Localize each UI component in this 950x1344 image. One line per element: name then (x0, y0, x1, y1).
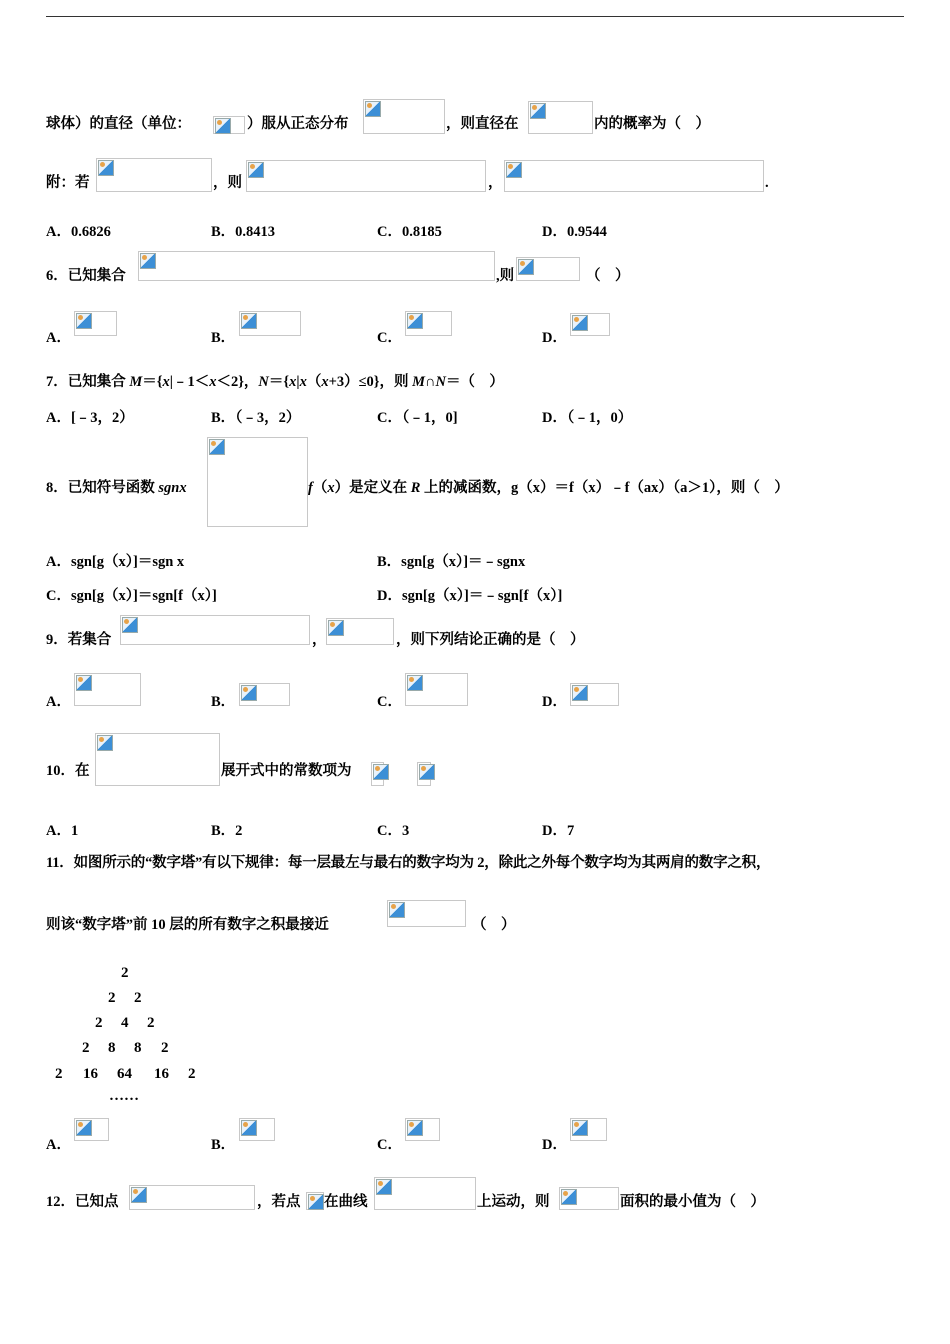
tower-number: 64 (117, 1066, 132, 1082)
q8-var: sgnx (158, 480, 187, 496)
q12-text: 12．已知点 (46, 1194, 119, 1210)
q5-text: ）服从正态分布 (247, 116, 349, 132)
option-b[interactable]: B． (211, 694, 236, 710)
tower-number: 2 (121, 965, 129, 981)
tower-number: 2 (188, 1066, 196, 1082)
formula-image (239, 1118, 275, 1141)
tower-number: 16 (154, 1066, 169, 1082)
header-rule (46, 16, 904, 17)
tower-number: 2 (95, 1015, 103, 1031)
option-a[interactable]: A．sgn[g（x）]＝sgn x (46, 554, 185, 570)
option-b[interactable]: B． (211, 330, 236, 346)
q5-text: 球体）的直径（单位： (46, 116, 191, 132)
q11-text: 则该“数字塔”前 10 层的所有数字之积最接近 (46, 917, 329, 933)
q8-var: x (327, 480, 335, 496)
formula-image (405, 673, 468, 706)
formula-image (504, 160, 764, 192)
formula-image (570, 1118, 607, 1141)
option-d[interactable]: D．0.9544 (542, 224, 607, 240)
q7-text: ＜2}， (216, 374, 259, 390)
option-d[interactable]: D．sgn[g（x）]＝﹣sgn[f（x）] (377, 588, 563, 604)
formula-image (96, 158, 212, 192)
option-d[interactable]: D．7 (542, 823, 575, 839)
q11-text: （ ） (472, 917, 516, 933)
q7-text: ＝{ (142, 374, 163, 390)
formula-image (417, 762, 431, 786)
option-b[interactable]: B．2 (211, 823, 243, 839)
formula-image (207, 437, 308, 527)
formula-image (138, 251, 495, 281)
q5-text: ， (488, 175, 503, 191)
tower-number: 4 (121, 1015, 129, 1031)
q6-text: 6．已知集合 (46, 268, 126, 284)
q7-text: +3）≤0}，则 (328, 374, 413, 390)
formula-image (528, 101, 593, 134)
q7-var: x (299, 374, 307, 390)
formula-image (516, 257, 580, 281)
q12-text: 面积的最小值为（ ） (620, 1194, 765, 1210)
formula-image (95, 733, 220, 786)
q9-text: 9．若集合 (46, 632, 112, 648)
option-c[interactable]: C．sgn[g（x）]＝sgn[f（x）] (46, 588, 217, 604)
q12-text: 上运动，则 (477, 1194, 550, 1210)
q5-text: 内的概率为（ ） (594, 116, 710, 132)
option-c[interactable]: C．0.8185 (377, 224, 442, 240)
option-b[interactable]: B． (211, 1137, 236, 1153)
formula-image (363, 99, 445, 134)
formula-image (306, 1192, 324, 1210)
q5-text: ，则直径在 (446, 116, 519, 132)
option-c[interactable]: C． (377, 330, 402, 346)
q5-line1 (46, 114, 191, 134)
q8-text: g（x）＝f（x）﹣f（ax）（a＞1），则（ ） (511, 480, 789, 496)
option-c[interactable]: C． (377, 1137, 402, 1153)
tower-number: 2 (82, 1040, 90, 1056)
q10-text: 展开式中的常数项为 (221, 763, 352, 779)
option-c[interactable]: C． (377, 694, 402, 710)
formula-image (74, 311, 117, 336)
option-a[interactable]: A． (46, 694, 71, 710)
formula-image (374, 1177, 476, 1210)
formula-image (74, 1118, 109, 1141)
formula-image (405, 311, 452, 336)
q6-text: （ ） (586, 268, 630, 284)
option-a[interactable]: A．[﹣3，2） (46, 410, 134, 426)
formula-image (213, 116, 245, 134)
tower-number: 2 (55, 1066, 63, 1082)
tower-number: 8 (134, 1040, 142, 1056)
option-a[interactable]: A． (46, 1137, 71, 1153)
q11-text: 11．如图所示的“数字塔”有以下规律：每一层最左与最右的数字均为 2，除此之外每个数字均为其两肩的数字之积， (46, 855, 771, 871)
option-c[interactable]: C．（﹣1，0] (377, 410, 458, 426)
tower-number: 2 (134, 990, 142, 1006)
q7-var: x (289, 374, 297, 390)
q12-text: 在曲线 (324, 1194, 368, 1210)
q12-text: ，若点 (257, 1194, 301, 1210)
q7-text: ＝（ ） (445, 374, 504, 390)
q7-var: N (258, 374, 269, 390)
formula-image (387, 900, 466, 927)
q9-text: ， (312, 632, 327, 648)
tower-ellipsis: …… (109, 1088, 139, 1104)
option-d[interactable]: D． (542, 694, 567, 710)
formula-image (129, 1185, 255, 1210)
q8-text: 上的减函数， (420, 480, 512, 496)
option-d[interactable]: D． (542, 330, 567, 346)
q8-text: 8．已知符号函数 (46, 480, 159, 496)
formula-image (120, 615, 310, 645)
q7-text: （ (306, 374, 322, 390)
q7-text: |﹣1＜ (169, 374, 210, 390)
formula-image (326, 618, 394, 645)
option-a[interactable]: A． (46, 330, 71, 346)
tower-number: 2 (147, 1015, 155, 1031)
option-d[interactable]: D． (542, 1137, 567, 1153)
q8-text (308, 478, 789, 498)
q7-text: 7．已知集合 (46, 374, 130, 390)
option-c[interactable]: C．3 (377, 823, 410, 839)
tower-number: 2 (108, 990, 116, 1006)
formula-image (371, 762, 384, 786)
q7-var: M∩N (412, 374, 446, 390)
option-b[interactable]: B．（﹣3，2） (211, 410, 301, 426)
option-b[interactable]: B．0.8413 (211, 224, 276, 240)
q5-text: . (765, 175, 769, 191)
tower-number: 16 (83, 1066, 98, 1082)
option-d[interactable]: D．（﹣1，0） (542, 410, 633, 426)
q10-text: 10．在 (46, 763, 90, 779)
q7-text: | (296, 374, 300, 390)
q7-var: x (209, 374, 217, 390)
formula-image (239, 683, 290, 706)
q7-var: x (321, 374, 329, 390)
tower-number: 2 (161, 1040, 169, 1056)
formula-image (570, 313, 610, 336)
q8-text: （ (312, 480, 328, 496)
formula-image (239, 311, 301, 336)
formula-image (570, 683, 619, 706)
q6-text: ,则 (496, 268, 515, 284)
q7-var: M (129, 374, 143, 390)
formula-image (246, 160, 486, 192)
option-b[interactable]: B．sgn[g（x）]＝﹣sgnx (377, 554, 526, 570)
q7-text: ＝{ (268, 374, 290, 390)
q9-text: ，则下列结论正确的是（ ） (396, 632, 585, 648)
formula-image (405, 1118, 440, 1141)
q5-text: ，则 (213, 175, 242, 191)
q8-text: ）是定义在 (334, 480, 411, 496)
q5-text: 附：若 (46, 175, 90, 191)
option-a[interactable]: A．1 (46, 823, 79, 839)
q8-text (46, 478, 187, 498)
tower-number: 8 (108, 1040, 116, 1056)
q8-var: f (308, 480, 313, 496)
option-a[interactable]: A．0.6826 (46, 224, 111, 240)
q8-var: R (410, 480, 421, 496)
q7-text (46, 372, 504, 392)
formula-image (559, 1187, 619, 1210)
formula-image (74, 673, 141, 706)
q7-var: x (162, 374, 170, 390)
